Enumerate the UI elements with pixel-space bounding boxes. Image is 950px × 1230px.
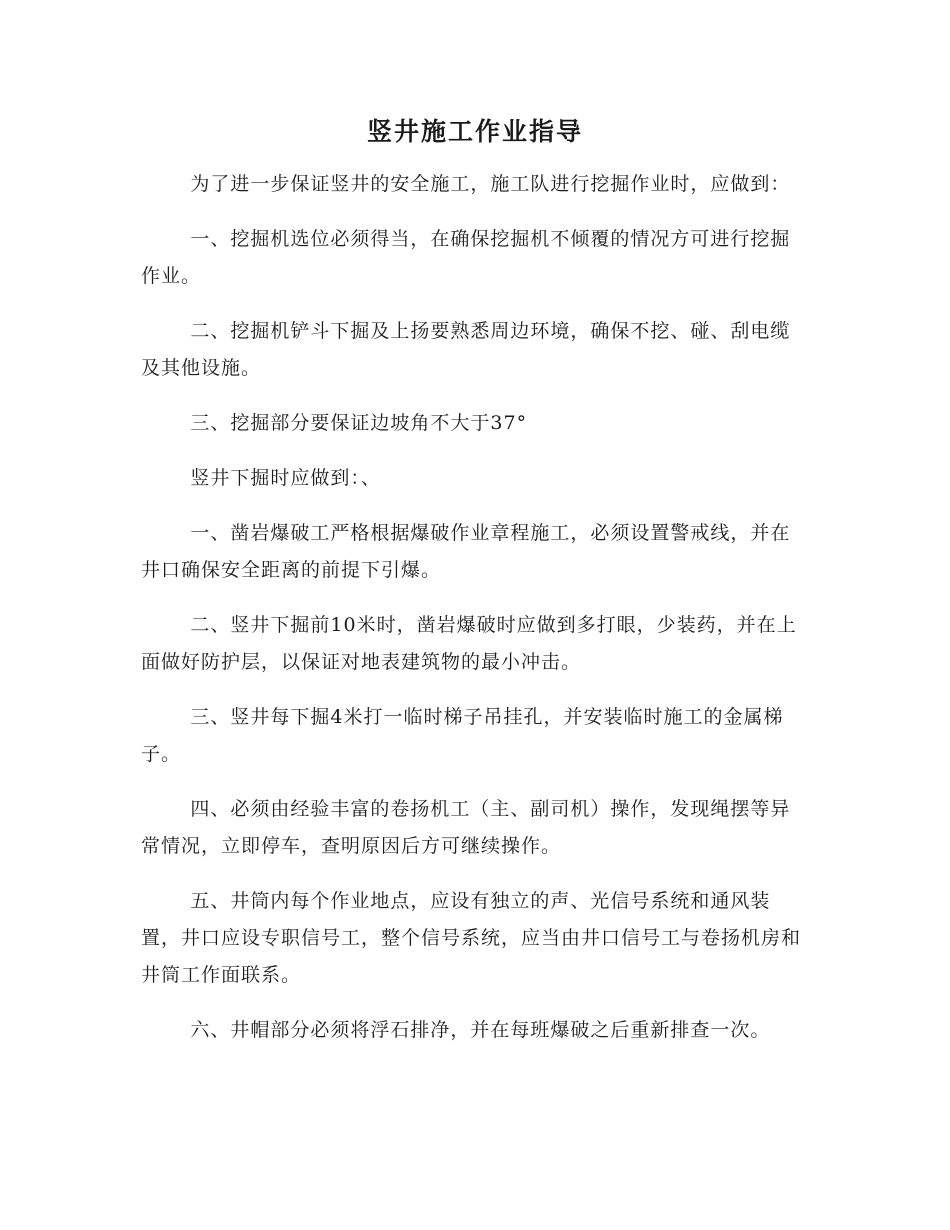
paragraph-gap: [141, 295, 806, 313]
shaft-rule-5: 五、井筒内每个作业地点，应设有独立的声、光信号系统和通风装置，井口应设专职信号工，整个信号系统，应当由井口信号工与卷扬机房和井筒工作面联系。: [141, 890, 802, 986]
excavation-rule-1: 一、挖掘机选位必须得当，在确保挖掘机不倾覆的情况方可进行挖掘作业。: [141, 228, 791, 287]
document-body: [141, 166, 806, 1049]
excavation-rule-2: 二、挖掘机铲斗下掘及上扬要熟悉周边环境，确保不挖、碰、刮电缆及其他设施。: [141, 320, 791, 379]
document-title: 竖井施工作业指导: [366, 117, 583, 146]
shaft-rule-3: 三、竖井每下掘4米打一临时梯子吊挂孔，并安装临时施工的金属梯子。: [141, 706, 784, 765]
shaft-rule-1: 一、凿岩爆破工严格根据爆破作业章程施工，必须设置警戒线，并在井口确保安全距离的前提下引爆。: [141, 522, 791, 581]
shaft-rule-2: 二、竖井下掘前10米时，凿岩爆破时应做到多打眼，少装药，并在上面做好防护层，以保证对地表建筑物的最小冲击。: [141, 614, 797, 673]
paragraph-gap: [141, 589, 806, 607]
shaft-rule-6: 六、井帽部分必须将浮石排净，并在每班爆破之后重新排查一次。: [190, 1019, 771, 1041]
paragraph-gap: [141, 387, 806, 405]
paragraph-gap: [141, 681, 806, 699]
paragraph-gap: [141, 994, 806, 1012]
intro-paragraph: 为了进一步保证竖井的安全施工，施工队进行挖掘作业时，应做到：: [190, 173, 791, 195]
excavation-rule-3: 三、挖掘部分要保证边坡角不大于37°: [190, 412, 528, 434]
paragraph-gap: [141, 773, 806, 791]
paragraph-gap: [141, 497, 806, 515]
shaft-section-heading: 竖井下掘时应做到：、: [190, 467, 381, 489]
shaft-rule-4: 四、必须由经验丰富的卷扬机工（主、副司机）操作，发现绳摆等异常情况，立即停车，查明原因后方可继续操作。: [141, 798, 791, 857]
paragraph-gap: [141, 442, 806, 460]
paragraph-gap: [141, 203, 806, 221]
paragraph-gap: [141, 865, 806, 883]
